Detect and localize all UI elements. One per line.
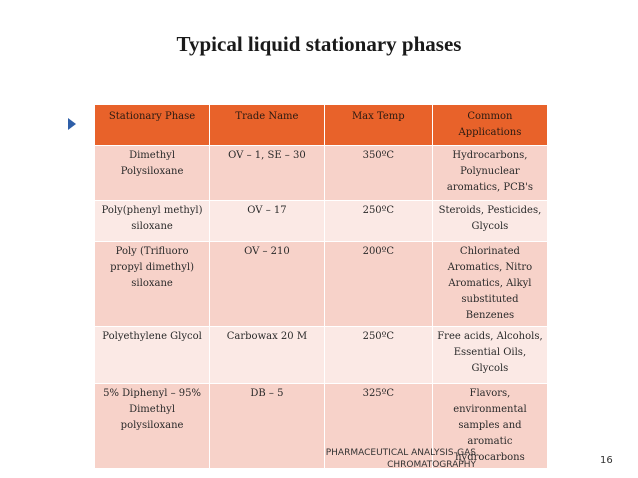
stationary-phases-table [94, 104, 548, 469]
cell-trade-name: OV – 17 [210, 201, 325, 242]
slide-title: Typical liquid stationary phases [176, 32, 462, 56]
cell-trade-name: DB – 5 [210, 384, 325, 469]
page-number: 16 [600, 455, 613, 466]
cell-stationary-phase: Dimethyl Polysiloxane [95, 146, 210, 201]
cell-applications: Flavors, environmental samples and aromatic hydrocarbons [432, 384, 547, 469]
cell-stationary-phase: Poly (Trifluoro propyl dimethyl) siloxane [95, 242, 210, 327]
cell-applications: Free acids, Alcohols, Essential Oils, Glycols [432, 327, 547, 384]
header-trade-name: Trade Name [210, 105, 325, 146]
footer-line-1: PHARMACEUTICAL ANALYSIS-GAS [325, 448, 476, 458]
table-row [95, 146, 548, 201]
bullet-arrow-icon [68, 118, 76, 130]
cell-max-temp: 200ºC [324, 242, 432, 327]
header-common-applications: Common Applications [432, 105, 547, 146]
cell-max-temp: 250ºC [324, 327, 432, 384]
cell-trade-name: OV – 210 [210, 242, 325, 327]
table-row [95, 327, 548, 384]
cell-stationary-phase: 5% Diphenyl – 95% Dimethyl polysiloxane [95, 384, 210, 469]
footer-line-2: CHROMATOGRAPHY [387, 459, 476, 470]
cell-stationary-phase: Poly(phenyl methyl) siloxane [95, 201, 210, 242]
slide-footer [300, 448, 476, 471]
cell-max-temp: 250ºC [324, 201, 432, 242]
cell-applications: Steroids, Pesticides, Glycols [432, 201, 547, 242]
cell-max-temp: 325ºC [324, 384, 432, 469]
cell-stationary-phase: Polyethylene Glycol [95, 327, 210, 384]
cell-trade-name: Carbowax 20 M [210, 327, 325, 384]
table-row [95, 201, 548, 242]
cell-applications: Hydrocarbons, Polynuclear aromatics, PCB's [432, 146, 547, 201]
cell-applications: Chlorinated Aromatics, Nitro Aromatics, Alkyl substituted Benzenes [432, 242, 547, 327]
cell-trade-name: OV – 1, SE – 30 [210, 146, 325, 201]
table-header-row [95, 105, 548, 146]
header-max-temp: Max Temp [324, 105, 432, 146]
cell-max-temp: 350ºC [324, 146, 432, 201]
header-stationary-phase: Stationary Phase [95, 105, 210, 146]
table-row [95, 242, 548, 327]
